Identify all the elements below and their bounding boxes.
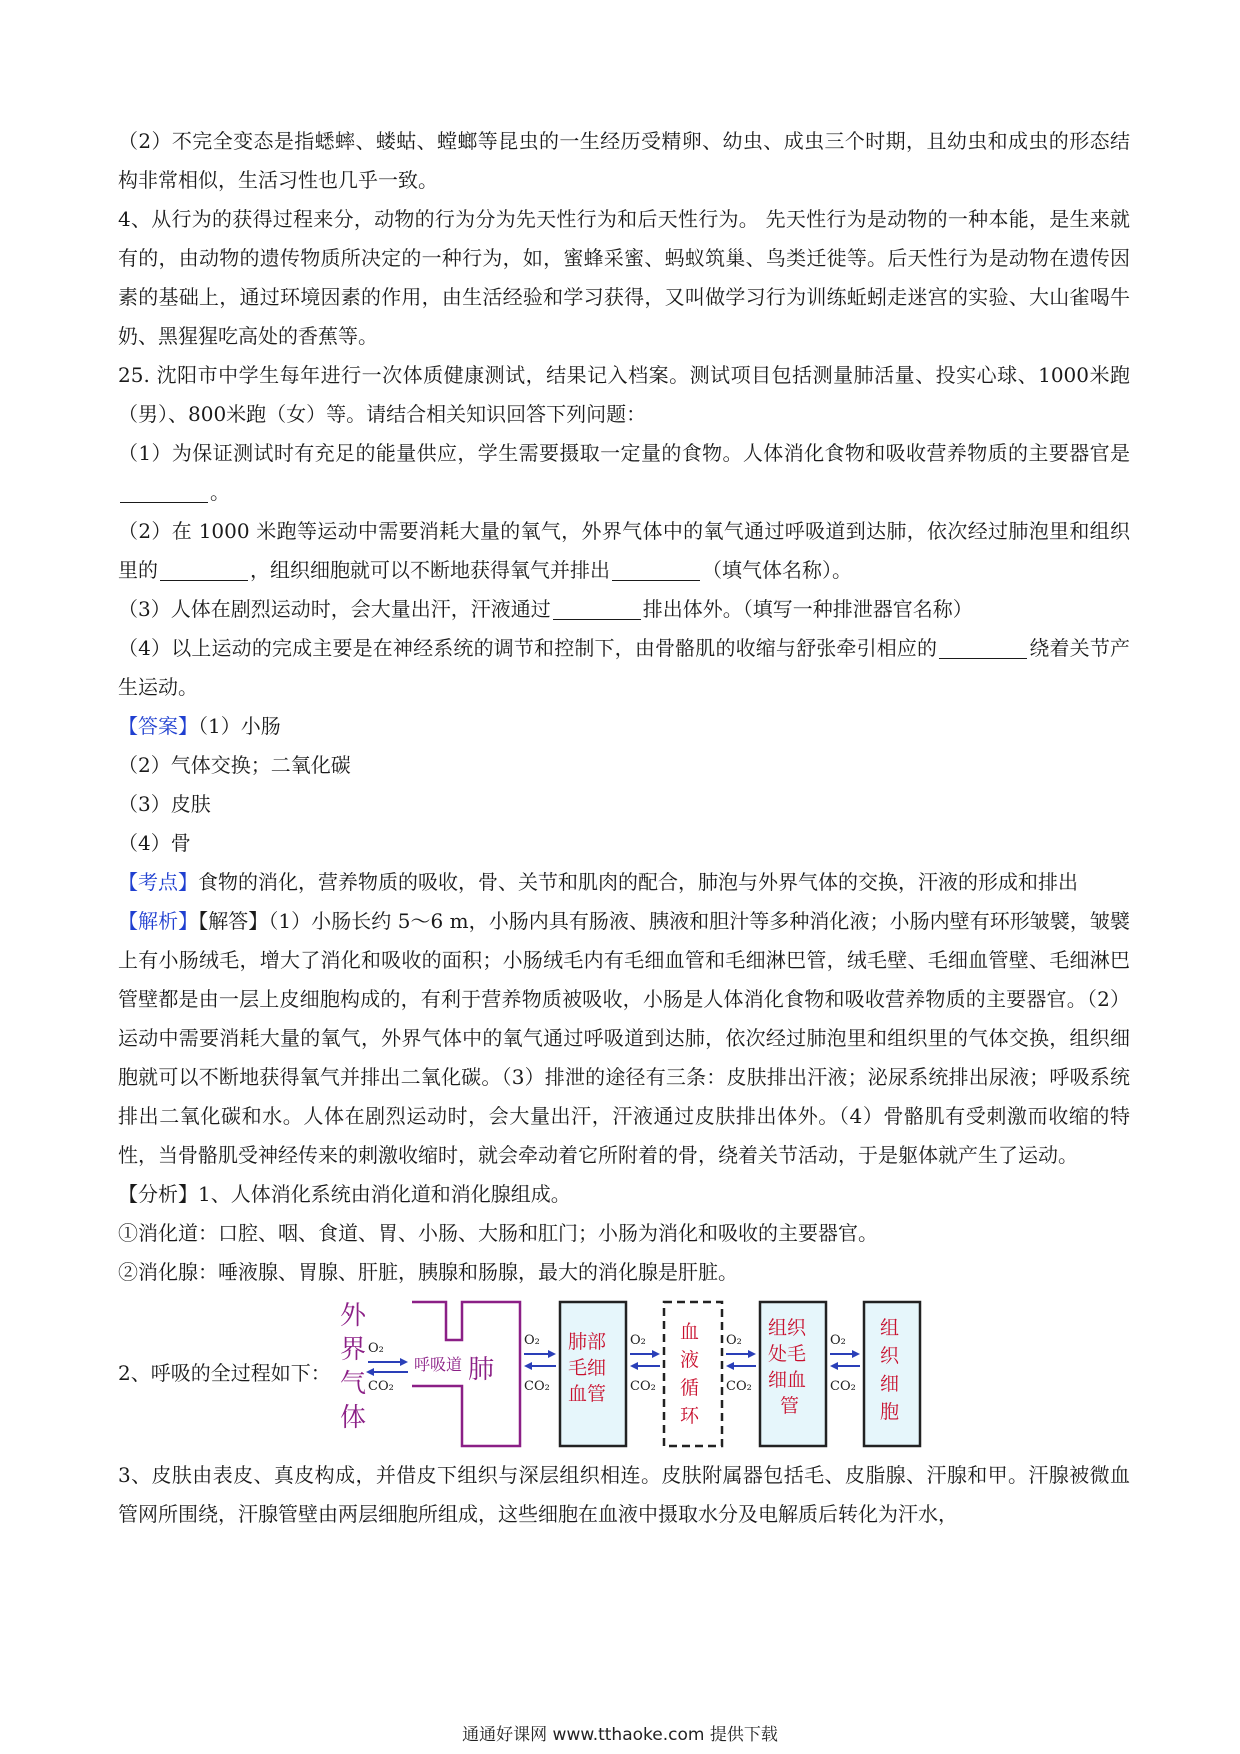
svg-text:O₂: O₂ <box>726 1333 742 1348</box>
svg-text:CO₂: CO₂ <box>524 1379 550 1394</box>
svg-text:CO₂: CO₂ <box>368 1379 394 1394</box>
answer-line-2: （2）气体交换；二氧化碳 <box>118 753 351 777</box>
analysis-line-3: ②消化腺：唾液腺、胃腺、肝脏，胰腺和肠腺，最大的消化腺是肝脏。 <box>118 1260 738 1284</box>
question-text: ，组织细胞就可以不断地获得氧气并排出 <box>250 558 610 582</box>
svg-text:织: 织 <box>880 1345 900 1367</box>
answer-blank <box>612 560 700 581</box>
kaodian-section <box>118 863 1130 902</box>
question-text: 。 <box>210 480 230 504</box>
svg-text:血管: 血管 <box>568 1383 607 1405</box>
tissue-capillary-label: 组织 <box>768 1317 807 1339</box>
paragraph-animal-behavior: 4、从行为的获得过程来分，动物的行为分为先天性行为和后天性行为。 先天性行为是动物的一种本能，是生来就有的，由动物的遗传物质所决定的一种行为，如，蜜蜂采蜜、蚂蚁筑巢、鸟类迁徙等。后天性行为是动物在遗传因素的基础上，通过环境因素的作用，由生活经验和学习获得，又叫做学习行为训练蚯蚓走迷宫的实验、大山雀喝牛奶、黑猩猩吃高处的香蕉等。 <box>118 207 1130 348</box>
svg-text:CO₂: CO₂ <box>726 1379 752 1394</box>
exchange-arrows-tissue <box>726 1333 756 1394</box>
page-footer: 通通好课网 www.tthaoke.com 提供下载 <box>462 1725 778 1745</box>
outer-air-label <box>340 1301 367 1433</box>
question-text: （填气体名称）。 <box>702 558 852 582</box>
paragraph-skin: 3、皮肤由表皮、真皮构成，并借皮下组织与深层组织相连。皮肤附属器包括毛、皮脂腺、汗腺和甲。汗腺被微血管网所围绕，汗腺管壁由两层细胞所组成，这些细胞在血液中摄取水分及电解质后转化为汗水， <box>118 1463 1130 1526</box>
svg-text:循: 循 <box>680 1377 700 1399</box>
svg-text:外: 外 <box>340 1301 367 1331</box>
question-25-part-1 <box>118 434 1130 512</box>
answer-blank <box>120 482 208 503</box>
respiration-process-diagram <box>334 1294 1074 1454</box>
answer-line-3: （3）皮肤 <box>118 792 211 816</box>
jiexi-tag: 【解析】 <box>118 909 199 933</box>
svg-text:处毛: 处毛 <box>768 1343 807 1365</box>
svg-text:界: 界 <box>340 1335 367 1365</box>
question-25-stem: 25. 沈阳市中学生每年进行一次体质健康测试，结果记入档案。测试项目包括测量肺活量、投实心球、1000米跑（男）、800米跑（女）等。请结合相关知识回答下列问题： <box>118 363 1130 426</box>
svg-text:管: 管 <box>780 1395 800 1417</box>
airway-lung-outline <box>412 1302 520 1446</box>
svg-text:毛细: 毛细 <box>568 1357 607 1379</box>
svg-text:CO₂: CO₂ <box>630 1379 656 1394</box>
kaodian-text: 食物的消化，营养物质的吸收，骨、关节和肌肉的配合，肺泡与外界气体的交换，汗液的形成和排出 <box>198 870 1078 894</box>
exchange-arrows-air <box>366 1341 408 1394</box>
answer-blank <box>553 599 641 620</box>
question-25-part-4 <box>118 629 1130 707</box>
svg-text:O₂: O₂ <box>830 1333 846 1348</box>
question-text: （3）人体在剧烈运动时，会大量出汗，汗液通过 <box>118 597 551 621</box>
answer-blank <box>939 638 1027 659</box>
exchange-arrows-circulation <box>630 1333 660 1394</box>
svg-text:胞: 胞 <box>880 1401 900 1423</box>
svg-text:气: 气 <box>340 1369 367 1399</box>
question-text: （1）为保证测试时有充足的能量供应，学生需要摄取一定量的食物。人体消化食物和吸收营养物质的主要器官是 <box>118 441 1130 465</box>
analysis-line-2: ①消化道：口腔、咽、食道、胃、小肠、大肠和肛门；小肠为消化和吸收的主要器官。 <box>118 1221 878 1245</box>
answer-line-1 <box>118 707 1130 746</box>
exchange-arrows-cells <box>830 1333 860 1394</box>
lung-label: 肺 <box>468 1355 495 1385</box>
jiexi-section <box>118 902 1130 1175</box>
answer-tag: 【答案】 <box>118 714 198 738</box>
airway-label: 呼吸道 <box>414 1355 463 1374</box>
svg-text:液: 液 <box>680 1349 700 1371</box>
svg-text:CO₂: CO₂ <box>830 1379 856 1394</box>
question-text: （4）以上运动的完成主要是在神经系统的调节和控制下，由骨骼肌的收缩与舒张牵引相应的 <box>118 636 938 660</box>
svg-text:体: 体 <box>340 1403 367 1433</box>
exchange-arrows-lung <box>524 1333 556 1394</box>
kaodian-tag: 【考点】 <box>118 870 198 894</box>
question-text: 绕着关节产生运动。 <box>118 636 1130 699</box>
tissue-cell-label: 组 <box>880 1317 900 1339</box>
diagram-label: 2、呼吸的全过程如下： <box>118 1361 331 1385</box>
svg-text:细: 细 <box>880 1373 900 1395</box>
svg-text:O₂: O₂ <box>524 1333 540 1348</box>
answer-blank <box>160 560 248 581</box>
answer-line-4: （4）骨 <box>118 831 191 855</box>
respiration-diagram-row <box>118 1294 1130 1454</box>
svg-text:O₂: O₂ <box>368 1341 384 1356</box>
svg-text:细血: 细血 <box>768 1369 807 1391</box>
jiexi-text: 【解答】（1）小肠长约 5～6 m，小肠内具有肠液、胰液和胆汁等多种消化液；小肠内壁有环形皱襞，皱襞上有小肠绒毛，增大了消化和吸收的面积；小肠绒毛内有毛细血管和毛细淋巴管，绒毛壁、毛细血管壁、毛细淋巴管壁都是由一层上皮细胞构成的，有利于营养物质被吸收，小肠是人体消化食物和吸收营养物质的主要器官。（2）运动中需要消耗大量的氧气，外界气体中的氧气通过呼吸道到达肺，依次经过肺泡里和组织里的气体交换，组织细胞就可以不断地获得氧气并排出二氧化碳。（3）排泄的途径有三条：皮肤排出汗液；泌尿系统排出尿液；呼吸系统排出二氧化碳和水。人体在剧烈运动时，会大量出汗，汗液通过皮肤排出体外。（4）骨骼肌有受刺激而收缩的特性，当骨骼肌受神经传来的刺激收缩时，就会牵动着它所附着的骨，绕着关节活动，于是躯体就产生了运动。 <box>118 909 1131 1167</box>
document-page <box>118 122 1130 1534</box>
analysis-line-1: 【分析】1、人体消化系统由消化道和消化腺组成。 <box>118 1182 571 1206</box>
blood-circulation-label: 血 <box>680 1321 700 1343</box>
question-text: （2）在 1000 米跑等运动中需要消耗大量的氧气，外界气体中的氧气通过呼吸道到达肺，依次经过肺泡里和组织里的 <box>118 519 1130 582</box>
svg-text:O₂: O₂ <box>630 1333 646 1348</box>
paragraph-incomplete-metamorphosis: （2）不完全变态是指蟋蟀、蝼蛄、螳螂等昆虫的一生经历受精卵、幼虫、成虫三个时期，且幼虫和成虫的形态结构非常相似，生活习性也几乎一致。 <box>118 129 1130 192</box>
question-25-part-3 <box>118 590 1130 629</box>
question-25-part-2 <box>118 512 1130 590</box>
alveolar-capillary-label: 肺部 <box>568 1331 607 1353</box>
question-text: 排出体外。（填写一种排泄器官名称） <box>642 597 973 621</box>
answer-text: （1）小肠 <box>198 714 281 738</box>
svg-text:环: 环 <box>680 1405 700 1427</box>
